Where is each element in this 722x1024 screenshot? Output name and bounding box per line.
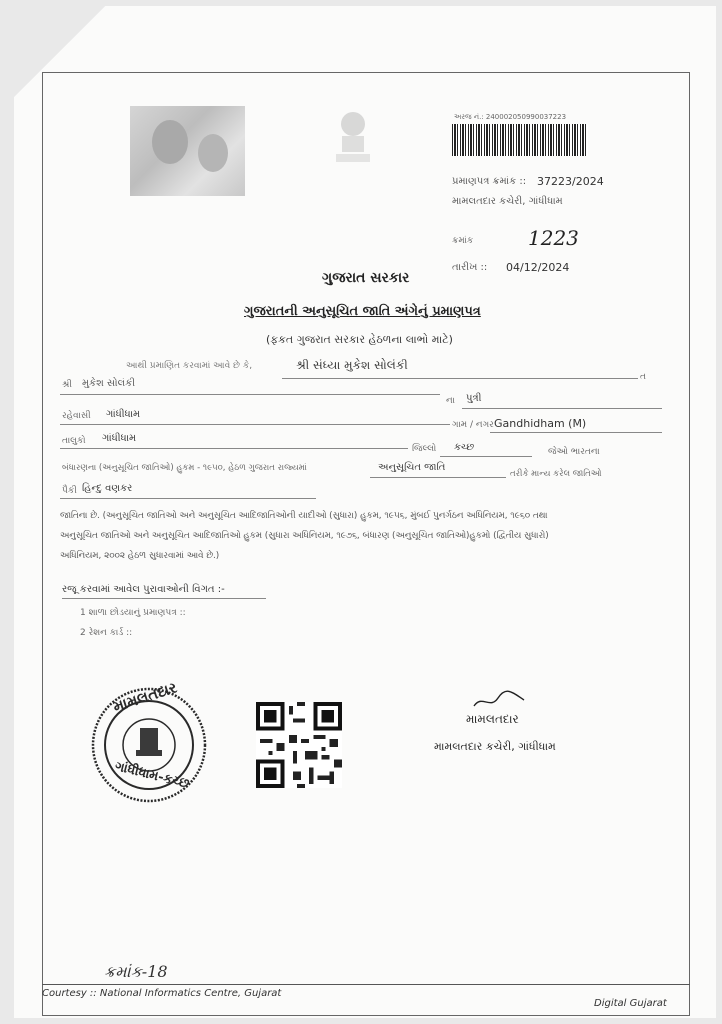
certificate-title: ગુજરાતની અનુસૂચિત જાતિ અંગેનું પ્રમાણપત્ર	[244, 304, 481, 319]
father-prefix: શ્રી	[62, 380, 72, 390]
village-value: Gandhidham (M)	[494, 417, 587, 430]
signature-mark	[472, 688, 528, 714]
recognised-text: તરીકે માન્ય કરેલ જાતિઓ	[510, 469, 602, 479]
government-title: ગુજરાત સરકાર	[322, 270, 410, 286]
resident-label: રહેવાસી	[62, 411, 91, 421]
district-label: જિલ્લો	[412, 444, 437, 454]
taluka-label: તાલુકો	[62, 436, 86, 446]
footer-digital-gujarat: Digital Gujarat	[594, 998, 667, 1009]
ashoka-emblem-icon	[330, 108, 376, 168]
footer-courtesy: Courtesy :: National Informatics Centre, Gujarat	[42, 988, 282, 999]
order-text: બંધારણના (અનુસૂચિત જાતિઓ) હુકમ - ૧૯૫૦, હેઠળ ગુજરાત રાજ્યમાં	[62, 463, 307, 473]
relation-label: ના	[446, 396, 455, 406]
seal-text-bottom: ગાંધીધામ-કચ્છ	[113, 759, 191, 792]
certificate-subtitle: (ફકત ગુજરાત સરકાર હેઠળના લાભો માટે)	[266, 333, 453, 346]
village-label: ગામ / નગર	[452, 420, 494, 430]
evidence-item: 2 રેશન કાર્ડ ::	[80, 628, 133, 638]
signatory-title: મામલતદાર	[466, 712, 519, 726]
legal-line: જાતિના છે. (અનુસૂચિત જાતિઓ અને અનુસૂચિત આદિજાતિઓની યાદીઓ (સુધારા) હુકમ, ૧૯૫૬, મુંબઈ પુનર્ગઠન અધિનિયમ, ૧૯૬૦ તથા	[60, 511, 548, 521]
legal-line: અધિનિયમ, ૨૦૦૨ હેઠળ સુધારવામાં આવે છે.)	[60, 551, 220, 561]
serial-label: ક્રમાંક	[452, 236, 474, 246]
handwritten-note: ક્રમાંક-18	[104, 962, 168, 981]
signatory-office: મામલતદાર કચેરી, ગાંધીધામ	[434, 740, 556, 753]
evidence-item: 1 શાળા છોડયાનું પ્રમાણપત્ર ::	[80, 608, 186, 618]
legal-line: અનુસૂચિત જાતિઓ અને અનુસૂચિત આદિજાતિઓ હુકમ (સુધારા અધિનિયમ, ૧૯૭૬, બંધારણ (અનુસૂચિત જાતિઓ)હુકમો (દ્વિતીય સુધારો)	[60, 531, 549, 541]
certify-prefix: આથી પ્રમાણિત કરવામાં આવે છે કે,	[126, 361, 253, 371]
state-label: જેઓ ભારતના	[548, 447, 600, 457]
date-label: તારીખ ::	[452, 262, 488, 273]
category-value: અનુસૂચિત જાતિ	[378, 462, 446, 473]
seal-text-top: મામલતદાર	[110, 678, 180, 716]
footer-divider	[42, 984, 690, 985]
qr-code	[256, 702, 342, 788]
evidence-heading: રજૂ કરવામાં આવેલ પુરાવાઓની વિગત :-	[62, 584, 225, 595]
caste-value: હિન્દુ વણકર	[82, 483, 133, 494]
father-name: મુકેશ સોલંકી	[82, 378, 136, 389]
caste-label: પૈકી	[62, 486, 77, 496]
applicant-photo	[130, 106, 245, 196]
holder-name: શ્રી સંધ્યા મુકેશ સોલંકી	[296, 358, 408, 372]
certificate-number-label: પ્રમાણપત્ર ક્રમાંક ::	[452, 176, 527, 187]
resident-value: ગાંધીધામ	[106, 409, 141, 420]
relation-value: પુત્રી	[466, 393, 482, 404]
legal-paragraph	[60, 506, 680, 566]
serial-handwritten: 1223	[528, 226, 579, 250]
district-value: કચ્છ	[454, 442, 475, 453]
office-line: મામલતદાર કચેરી, ગાંધીધામ	[452, 196, 563, 207]
barcode-label: અરજ નં.: 240002050990037223	[454, 113, 567, 121]
certificate-number: 37223/2024	[537, 175, 604, 188]
date-value: 04/12/2024	[506, 261, 570, 274]
barcode	[452, 124, 588, 156]
taluka-value: ગાંધીધામ	[102, 433, 137, 444]
